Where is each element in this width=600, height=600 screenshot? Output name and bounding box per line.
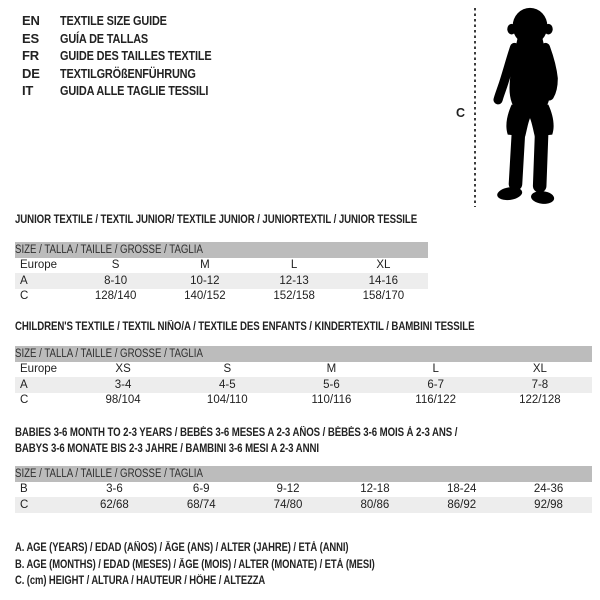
size-header-row bbox=[15, 242, 428, 258]
cell-value: 4-5 bbox=[175, 377, 279, 393]
language-code: IT bbox=[22, 83, 34, 98]
cell-value: 8-10 bbox=[71, 273, 160, 289]
footnote: B. AGE (MONTHS) / EDAD (MESES) / ÂGE (MOIS) / ALTER (MONATE) / ETÀ (MESI) bbox=[15, 558, 375, 571]
cell-value: 24-36 bbox=[533, 483, 564, 496]
language-title: TEXTILE SIZE GUIDE bbox=[60, 13, 167, 28]
size-header-label: SIZE / TALLA / TAILLE / GRÖSSE / TAGLIA bbox=[15, 243, 203, 256]
cell-value: L bbox=[432, 363, 439, 376]
language-code: ES bbox=[22, 30, 39, 46]
size-header-row bbox=[15, 466, 592, 482]
cell-value: S bbox=[111, 259, 120, 272]
cell-value: 62/68 bbox=[71, 497, 158, 513]
table-row bbox=[15, 273, 428, 289]
cell-value: XS bbox=[115, 363, 131, 376]
table-row bbox=[15, 258, 428, 274]
cell-value: 6-9 bbox=[192, 483, 210, 496]
size-header-label: SIZE / TALLA / TAILLE / GRÖSSE / TAGLIA bbox=[15, 347, 203, 360]
cell-value: 92/98 bbox=[505, 497, 592, 513]
cell-value: L bbox=[290, 259, 298, 272]
cell-value: 86/92 bbox=[418, 497, 505, 513]
cell-value: 3-6 bbox=[106, 483, 123, 496]
cell-value: 128/140 bbox=[94, 290, 137, 303]
language-code: DE bbox=[22, 65, 40, 81]
cell-value: 12-18 bbox=[360, 483, 390, 496]
size-table-title: JUNIOR TEXTILE / TEXTIL JUNIOR/ TEXTILE JUNIOR / JUNIORTEXTIL / JUNIOR TESSILE bbox=[15, 214, 418, 226]
table-row bbox=[15, 497, 592, 513]
cell-value: 6-7 bbox=[384, 377, 488, 393]
row-label: C bbox=[20, 290, 29, 303]
cell-value: 5-6 bbox=[279, 377, 383, 393]
baby-silhouette-icon bbox=[481, 4, 579, 212]
row-label: C bbox=[15, 497, 71, 513]
size-table-title: BABYS 3-6 MONATE BIS 2-3 JAHRE / BAMBINI 3-6 MESI A 2-3 ANNI bbox=[15, 443, 319, 455]
footnote-list bbox=[15, 540, 454, 590]
table-row bbox=[15, 362, 592, 378]
cell-value: 14-16 bbox=[339, 273, 428, 289]
language-row bbox=[22, 65, 240, 83]
language-title: GUÍA DE TALLAS bbox=[60, 30, 149, 46]
table-row bbox=[15, 393, 592, 409]
cell-value: 7-8 bbox=[488, 377, 592, 393]
cell-value: 104/110 bbox=[206, 394, 248, 407]
cell-value: M bbox=[326, 363, 337, 376]
language-row bbox=[22, 30, 240, 48]
cell-value: 158/170 bbox=[362, 290, 405, 303]
cell-value: S bbox=[223, 363, 232, 376]
language-row bbox=[22, 82, 240, 100]
cell-value: 12-13 bbox=[250, 273, 339, 289]
cell-value: 3-4 bbox=[71, 377, 175, 393]
size-table-grid bbox=[15, 466, 592, 513]
cell-value: 74/80 bbox=[245, 497, 332, 513]
size-table-grid bbox=[15, 242, 428, 304]
footnote: C. (cm) HEIGHT / ALTURA / HAUTEUR / HÖHE / ALTEZZA bbox=[15, 575, 266, 587]
language-code: EN bbox=[22, 13, 40, 28]
size-header-cell bbox=[15, 346, 592, 362]
language-row bbox=[22, 47, 240, 65]
height-measure-label: C bbox=[456, 106, 466, 120]
cell-value: 110/116 bbox=[311, 394, 352, 407]
row-label: Europe bbox=[20, 259, 58, 272]
row-label: A bbox=[15, 273, 71, 289]
language-title: TEXTILGRÖßENFÜHRUNG bbox=[60, 65, 196, 81]
babies-textile-table bbox=[15, 425, 592, 513]
language-title: GUIDA ALLE TAGLIE TESSILI bbox=[60, 83, 209, 98]
cell-value: 98/104 bbox=[105, 394, 141, 407]
language-title: GUIDE DES TAILLES TEXTILE bbox=[60, 48, 212, 63]
childrens-textile-table bbox=[15, 321, 592, 408]
cell-value: 68/74 bbox=[158, 497, 245, 513]
junior-textile-table bbox=[15, 214, 428, 304]
cell-value: 18-24 bbox=[447, 483, 477, 496]
cell-value: 140/152 bbox=[184, 290, 226, 303]
table-row bbox=[15, 289, 428, 305]
row-label: A bbox=[15, 377, 71, 393]
size-table-title: BABIES 3-6 MONTH TO 2-3 YEARS / BEBÉS 3-6 MESES A 2-3 AÑOS / BÉBÉS 3-6 MOIS À 2-3 ANS / bbox=[15, 427, 458, 439]
row-label: Europe bbox=[20, 363, 58, 376]
footnote: A. AGE (YEARS) / EDAD (AÑOS) / ÂGE (ANS) / ALTER (JAHRE) / ETÀ (ANNI) bbox=[15, 542, 349, 554]
cell-value: 152/158 bbox=[273, 290, 315, 303]
size-header-label: SIZE / TALLA / TAILLE / GRÖSSE / TAGLIA bbox=[15, 467, 203, 480]
cell-value: 80/86 bbox=[331, 497, 418, 513]
language-title-list bbox=[22, 12, 240, 100]
height-measure-dashed-line bbox=[474, 8, 476, 207]
size-header-row bbox=[15, 346, 592, 362]
table-row bbox=[15, 377, 592, 393]
size-table-title: CHILDREN'S TEXTILE / TEXTIL NIÑO/A / TEXTILE DES ENFANTS / KINDERTEXTIL / BAMBINI TESSILE bbox=[15, 321, 475, 333]
cell-value: 122/128 bbox=[519, 394, 561, 407]
row-label: B bbox=[20, 483, 28, 496]
cell-value: M bbox=[200, 259, 210, 272]
cell-value: XL bbox=[376, 259, 391, 272]
cell-value: XL bbox=[532, 363, 547, 376]
language-row bbox=[22, 12, 240, 30]
cell-value: 116/122 bbox=[415, 394, 457, 407]
language-code: FR bbox=[22, 48, 39, 63]
size-header-cell bbox=[15, 466, 592, 482]
row-label: C bbox=[20, 394, 29, 407]
size-table-grid bbox=[15, 346, 592, 408]
cell-value: 10-12 bbox=[160, 273, 249, 289]
table-row bbox=[15, 482, 592, 498]
size-header-cell bbox=[15, 242, 428, 258]
cell-value: 9-12 bbox=[276, 483, 300, 496]
